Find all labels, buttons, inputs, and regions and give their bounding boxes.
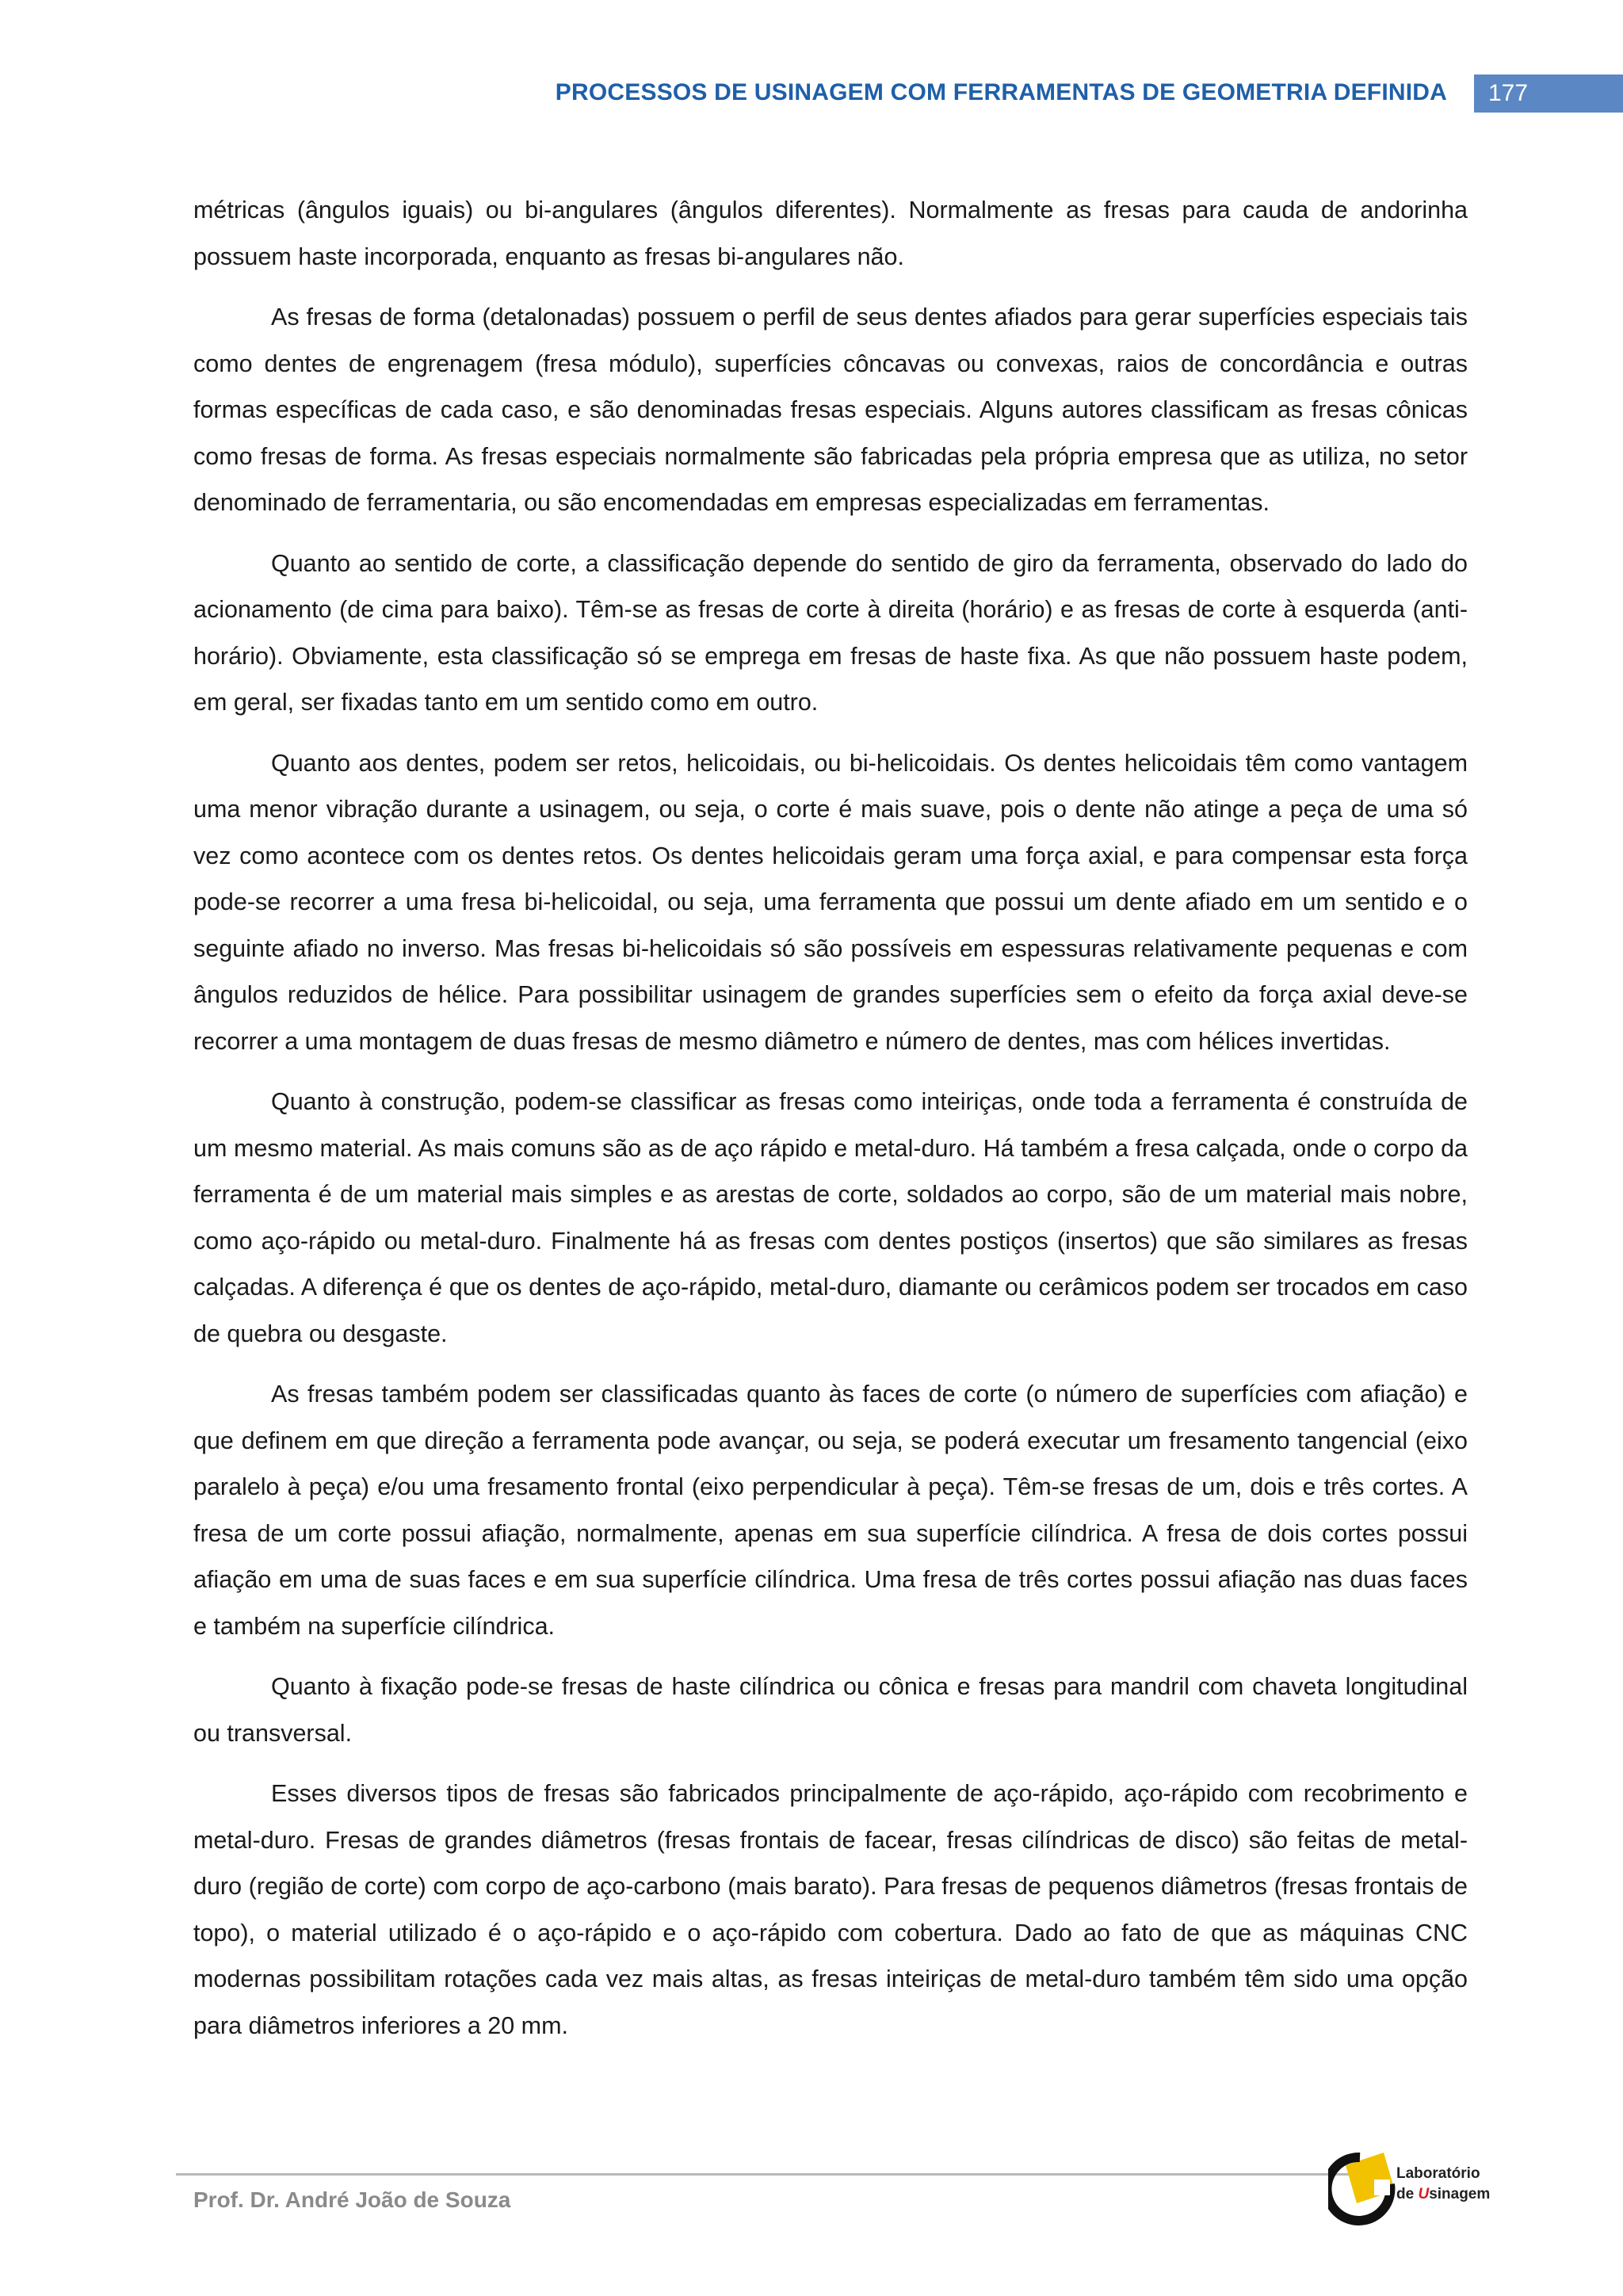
page-header xyxy=(0,74,1623,119)
logo-inner-square xyxy=(1374,2179,1390,2195)
logo-text-rest: sinagem xyxy=(1429,2186,1491,2202)
page-number: 177 xyxy=(1471,74,1623,113)
header-title: PROCESSOS DE USINAGEM COM FERRAMENTAS DE GEOMETRIA DEFINIDA xyxy=(555,79,1447,105)
paragraph-6: As fresas também podem ser classificadas quanto às faces de corte (o número de superfícies com afiação) e que definem em que direção a ferramenta pode avançar, ou seja, se poderá executar um fresamento tangencial (eixo paralelo à peça) e/ou uma fresamento frontal (eixo perpendicular à peça). Têm-se fresas de um, dois e três cortes. A fresa de um corte possui afiação, normalmente, apenas em sua superfície cilíndrica. A fresa de dois cortes possui afiação em uma de suas faces e em sua superfície cilíndrica. Uma fresa de três cortes possui afiação nas duas faces e também na superfície cilíndrica. xyxy=(193,1381,1468,1640)
logo-text-line1: Laboratório xyxy=(1396,2165,1480,2182)
paragraph-8: Esses diversos tipos de fresas são fabricados principalmente de aço-rápido, aço-rápido com recobrimento e metal-duro. Fresas de grandes diâmetros (fresas frontais de facear, fresas cilíndricas de disco) são feitas de metal-duro (região de corte) com corpo de aço-carbono (mais barato). Para fresas de pequenos diâmetros (fresas frontais de topo), o material utilizado é o aço-rápido e o aço-rápido com cobertura. Dado ao fato de que as máquinas CNC modernas possibilitam rotações cada vez mais altas, as fresas inteiriças de metal-duro também têm sido uma opção para diâmetros inferiores a 20 mm. xyxy=(193,1780,1468,2039)
body-text xyxy=(193,187,1468,2063)
paragraph-1: métricas (ângulos iguais) ou bi-angulares (ângulos diferentes). Normalmente as fresas para cauda de andorinha possuem haste incorporada, enquanto as fresas bi-angulares não. xyxy=(193,197,1468,270)
paragraph-4: Quanto aos dentes, podem ser retos, helicoidais, ou bi-helicoidais. Os dentes helicoidais têm como vantagem uma menor vibração durante a usinagem, ou seja, o corte é mais suave, pois o dente não atinge a peça de uma só vez como acontece com os dentes retos. Os dentes helicoidais geram uma força axial, e para compensar esta força pode-se recorrer a uma fresa bi-helicoidal, ou seja, uma ferramenta que possui um dente afiado em um sentido e o seguinte afiado no inverso. Mas fresas bi-helicoidais só são possíveis em espessuras relativamente pequenas e com ângulos reduzidos de hélice. Para possibilitar usinagem de grandes superfícies sem o efeito da força axial deve-se recorrer a uma montagem de duas fresas de mesmo diâmetro e número de dentes, mas com hélices invertidas. xyxy=(193,749,1468,1055)
logo-text-accent: U xyxy=(1418,2186,1430,2202)
paragraph-5: Quanto à construção, podem-se classificar as fresas como inteiriças, onde toda a ferramenta é construída de um mesmo material. As mais comuns são as de aço rápido e metal-duro. Há também a fresa calçada, onde o corpo da ferramenta é de um material mais simples e as arestas de corte, soldados ao corpo, são de um material mais nobre, como aço-rápido ou metal-duro. Finalmente há as fresas com dentes postiços (insertos) que são similares as fresas calçadas. A diferença é que os dentes de aço-rápido, metal-duro, diamante ou cerâmicos podem ser trocados em caso de quebra ou desgaste. xyxy=(193,1088,1468,1347)
paragraph-7: Quanto à fixação pode-se fresas de haste cilíndrica ou cônica e fresas para mandril com chaveta longitudinal ou transversal. xyxy=(193,1673,1468,1747)
paragraph-2: As fresas de forma (detalonadas) possuem o perfil de seus dentes afiados para gerar superfícies especiais tais como dentes de engrenagem (fresa módulo), superfícies côncavas ou convexas, raios de concordância e outras formas específicas de cada caso, e são denominadas fresas especiais. Alguns autores classificam as fresas cônicas como fresas de forma. As fresas especiais normalmente são fabricadas pela própria empresa que as utiliza, no setor denominado de ferramentaria, ou são encomendadas em empresas especializadas em ferramentas. xyxy=(193,304,1468,516)
logo-text-line2 xyxy=(1396,2186,1490,2203)
footer-author: Prof. Dr. André João de Souza xyxy=(193,2187,511,2212)
footer-divider xyxy=(176,2173,1349,2176)
logo-text-prefix: de xyxy=(1396,2186,1419,2202)
paragraph-3: Quanto ao sentido de corte, a classificação depende do sentido de giro da ferramenta, observado do lado do acionamento (de cima para baixo). Têm-se as fresas de corte à direita (horário) e as fresas de corte à esquerda (anti-horário). Obviamente, esta classificação só se emprega em fresas de haste fixa. As que não possuem haste podem, em geral, ser fixadas tanto em um sentido como em outro. xyxy=(193,549,1468,716)
